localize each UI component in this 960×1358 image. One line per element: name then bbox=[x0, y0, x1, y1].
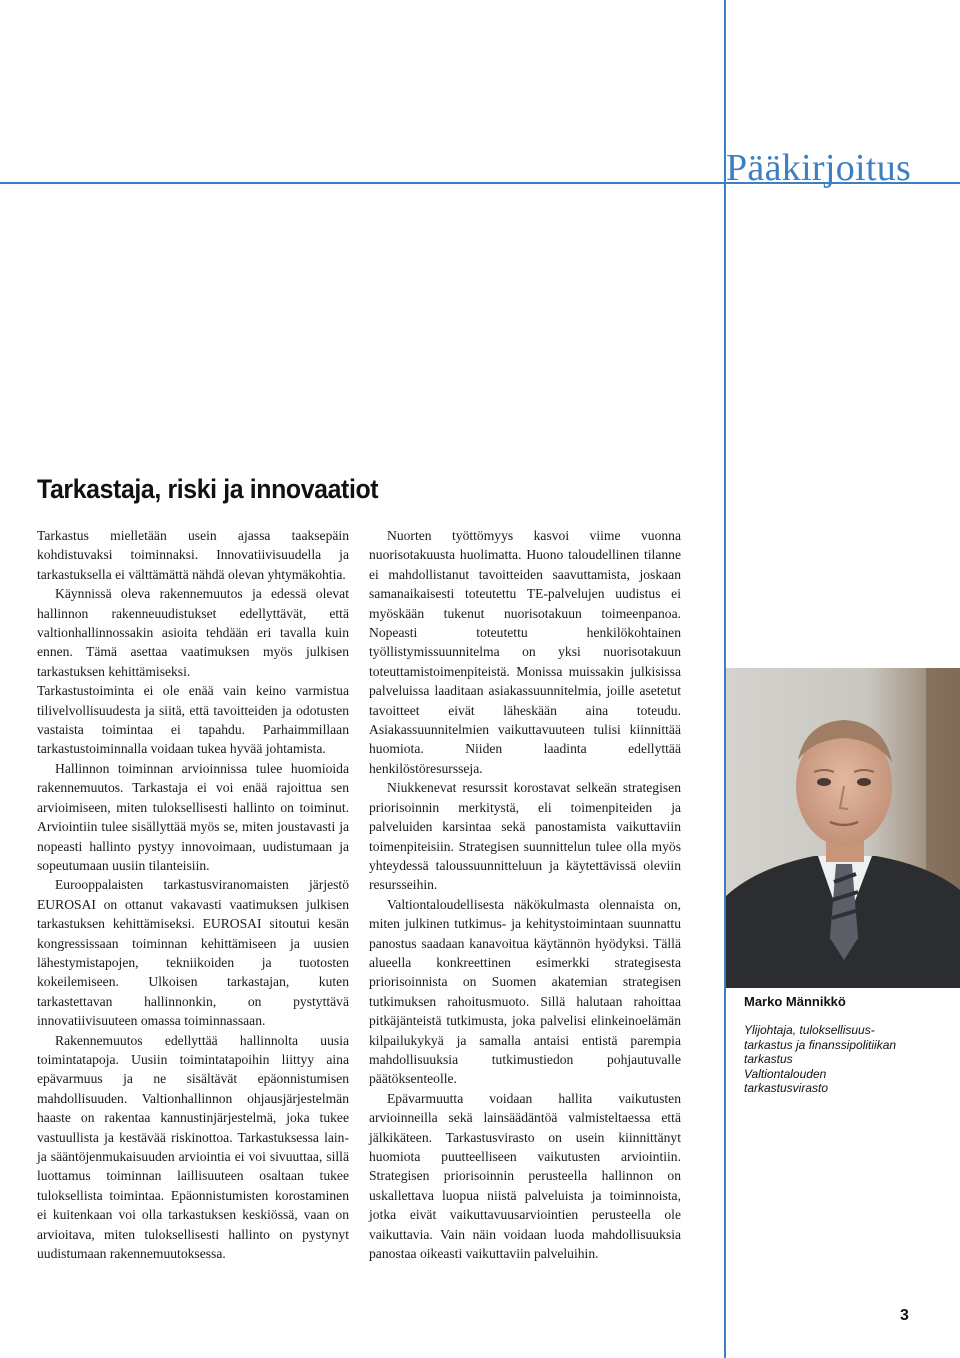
page-number: 3 bbox=[900, 1307, 909, 1324]
paragraph: Niukkenevat resurssit korostavat selkeän strategisen priorisoinnin merkitystä, eli toimenpiteiden ja palveluiden karsintaa sekä panostamista vaikuttaviin toimenpiteisiin. Strategisen suunnittelun tulee olla myös yhteydessä taloussuunnitteluun ja käytettävissä oleviin resursseihin. bbox=[369, 780, 681, 893]
paragraph: Rakennemuutos edellyttää hallinnolta uusia toimintatapoja. Uusiin toimintatapoihin liittyy aina epävarmuus ja ne sisältävät epäonnistumisen mahdollisuuden. Valtionhallinnon ohjausjärjestelmän haaste on rakentaa kannustinjärjestelmä, joka tukee vastuullista ja kestävää riskinottoa. Tarkastuksessa lain- ja sääntöjenmukaisuuden arviointia ei voi sivuuttaa, sillä luottamus toiminnan laillisuuteen osaltaan tukee tuloksellista toimintaa. Epäonnistumisten korostaminen ei kuitenkaan voi olla tarkastuksen keskiössä, vaan on arvioitava, miten tuloksellisesti hallinto on pystynyt uudistumaan rakennemuutoksessa. bbox=[37, 1032, 349, 1262]
author-role: Ylijohtaja, tuloksellisuus- tarkastus ja finanssipolitiikan tarkastus Valtiontalouden tarkastusvirasto bbox=[744, 1023, 897, 1096]
paragraph: Hallinnon toiminnan arvioinnissa tulee huomioida rakennemuutos. Tarkastaja ei voi enää rajoittua sen arvioimiseen, miten tuloksellisesti hallinto on toiminut. Arviointiin tulee sisällyttää myös se, miten joustavasti ja nopeasti hallinto pystyy innovoimaan, uudistumaan ja sopeutumaan uusiin tilanteisiin. bbox=[37, 760, 349, 873]
paragraph: Nuorten työttömyys kasvoi viime vuonna nuorisotakuusta huolimatta. Huono taloudellinen tilanne ei mahdollistanut tavoitteiden saavuttamista, joskaan samanaikaisesti toteutettu TE-palvelujen uudistus ei myöskään tukenut nuorisotakuun toimeenpanoa. Nopeasti toteutettu henkilökohtainen työllistymissuunnitelma on yksi nuorisotakuun toteuttamistoimenpiteistä. Monissa muissakin julkisissa palveluissa laaditaan asiakassuunnitelmia, joille asetetut tavoitteet eivät läheskään aina toteudu. Asiakassuunnitelmien vaikuttavuuteen tulisi kiinnittää huomiota. Niiden laadinta edellyttää henkilöstöresursseja. bbox=[369, 528, 681, 776]
paragraph: Valtiontaloudellisesta näkökulmasta olennaista on, miten julkinen tutkimus- ja kehitystoimintaan suunnattu panostus saadaan kanavoitua käytännön hyödyksi. Tällä alueella konkreettinen esimerkki strategisesta priorisoinnista on Suomen akatemian strategisen tutkimuksen rahoitusmuoto. Sillä halutaan rahoittaa pitkäjänteistä tutkimusta, joka palvelisi elinkeinoelämän kilpailukykyä ja samalla antaisi entistä parempia mahdollisuuksia tutkimustiedon pohjautuvalle päätöksenteolle. bbox=[369, 896, 681, 1087]
paragraph: Käynnissä oleva rakennemuutos ja edessä olevat hallinnon rakenneuudistukset edellyttävät, että valtionhallinnossakin asioita tehdään eri tavalla kuin ennen. Tämä asettaa vaatimuksen myös julkisen tarkastuksen kehittämiseksi. bbox=[37, 586, 349, 679]
paragraph: Tarkastustoiminta ei ole enää vain keino varmistua tilivelvollisuudesta ja siitä, että tavoitteiden ja odotusten vastaista toimintaa ei tapahdu. Parhaimmillaan tarkastustoiminnalla voidaan tukea hyvää johtamista. bbox=[37, 683, 349, 757]
paragraph: Epävarmuutta voidaan hallita vaikutusten arvioinneilla sekä lainsäädäntöä valmisteltaessa että jälkikäteen. Tarkastusvirasto on usein kiinnittänyt huomiota puutteelliseen vaikutusten arviointiin. Strategisen priorisoinnin perusteella hallinnon on uskallettava luopua niistä palveluista ja toiminnoista, jotka eivät vaikuttavuusarviointien perusteella ole vaikuttavia. Vain näin voidaan luoda mahdollisuuksia panostaa oikeasti vaikuttaviin palveluihin. bbox=[369, 1090, 681, 1262]
paragraph: Tarkastus mielletään usein ajassa taaksepäin kohdistuvaksi toiminnaksi. Innovatiivisuudella ja tarkastuksella ei välttämättä nähdä olevan yhtymäkohtia. bbox=[37, 528, 349, 582]
author-name: Marko Männikkö bbox=[744, 994, 846, 1009]
left-text-column bbox=[37, 526, 349, 1263]
section-title: Pääkirjoitus bbox=[726, 147, 912, 189]
article-headline: Tarkastaja, riski ja innovaatiot bbox=[37, 474, 379, 504]
author-photo bbox=[726, 668, 960, 988]
middle-text-column bbox=[369, 526, 681, 1263]
paragraph: Eurooppalaisten tarkastusviranomaisten järjestö EUROSAI on ottanut vakavasti vaatimuksen julkisen tarkastuksen kehittämiseksi. EUROSAI sitoutui kesän kongressissaan toiminnan kehittämiseen ja uusien lähestymistapojen, tekniikoiden ja tuotosten kokeilemiseen. Ulkoisen tarkastajan, kuten tarkastettavan hallinnonkin, on pystyttävä innovatiivisuuteen omassa toiminnassaan. bbox=[37, 877, 349, 1029]
